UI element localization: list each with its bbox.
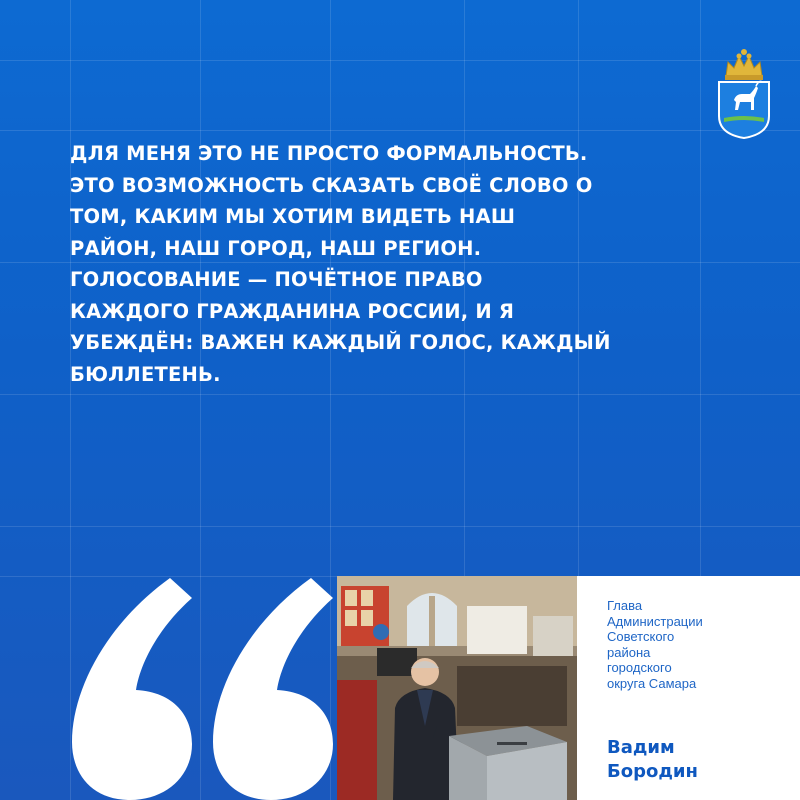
name-line: Бородин <box>607 761 698 782</box>
quote-line: КАЖДОГО ГРАЖДАНИНА РОССИИ, И Я <box>70 299 515 323</box>
official-name <box>607 736 787 784</box>
quote-line: УБЕЖДЁН: ВАЖЕН КАЖДЫЙ ГОЛОС, КАЖДЫЙ <box>70 331 611 354</box>
official-photo <box>337 576 577 800</box>
quote-text <box>70 138 710 390</box>
quote-line: ТОМ, КАКИМ МЫ ХОТИМ ВИДЕТЬ НАШ <box>70 205 516 228</box>
position-line: городского <box>607 660 672 675</box>
quote-mark-icon <box>66 572 336 800</box>
quote-line: РАЙОН, НАШ ГОРОД, НАШ РЕГИОН. <box>70 236 482 260</box>
name-line: Вадим <box>607 737 675 758</box>
quote-line: БЮЛЛЕТЕНЬ. <box>70 362 221 386</box>
caption-card <box>577 576 800 800</box>
quote-line: ДЛЯ МЕНЯ ЭТО НЕ ПРОСТО ФОРМАЛЬНОСТЬ. <box>70 142 588 165</box>
position-line: района <box>607 644 651 660</box>
position-line: округа Самара <box>607 675 697 691</box>
official-position <box>607 598 787 691</box>
position-line: Администрации <box>607 613 703 629</box>
position-line: Советского <box>607 629 675 644</box>
quote-line: ГОЛОСОВАНИЕ — ПОЧЁТНОЕ ПРАВО <box>70 268 483 291</box>
samara-coat-of-arms-icon <box>714 48 774 140</box>
position-line: Глава <box>607 598 643 613</box>
quote-line: ЭТО ВОЗМОЖНОСТЬ СКАЗАТЬ СВОЁ СЛОВО О <box>70 173 593 197</box>
